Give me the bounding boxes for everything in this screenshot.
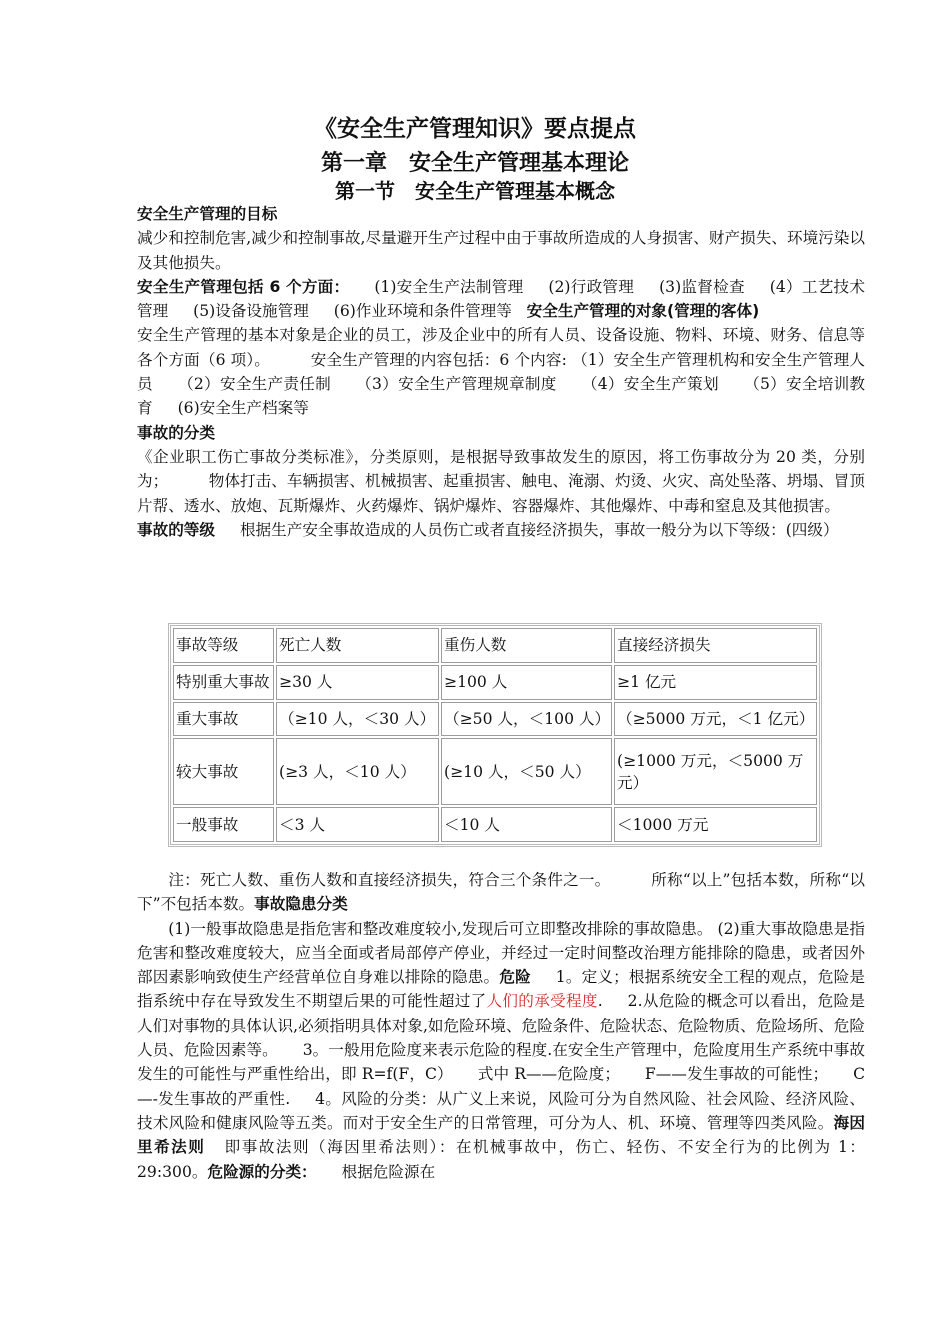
object-paragraph: [137, 323, 865, 420]
table-row: [173, 702, 817, 737]
table-cell: （≥5000 万元，＜1 亿元）: [614, 702, 817, 737]
content-item: （3）安全生产管理规章制度: [355, 375, 557, 394]
document-title: 《安全生产管理知识》要点提点: [314, 116, 636, 142]
table-cell: 一般事故: [173, 807, 274, 842]
body-upper: [137, 202, 865, 542]
goal-paragraph: [137, 202, 865, 275]
table-cell: ＜3 人: [276, 807, 439, 842]
source-text: 根据危险源在: [341, 1162, 436, 1181]
formula-f: F——发生事故的可能性；: [644, 1065, 829, 1084]
aspect-item: (3)监督检查: [659, 277, 745, 296]
classification-paragraph: [137, 421, 865, 542]
aspect-item: (4）工艺技术管理: [137, 277, 866, 321]
formula-r: 式中 R——危险度；: [477, 1065, 620, 1084]
classification-heading: 事故的分类: [137, 423, 215, 442]
content-item: （2）安全生产责任制: [177, 375, 331, 394]
source-heading: 危险源的分类：: [207, 1162, 317, 1181]
table-row: [173, 665, 817, 700]
formula-c: C—-发生事故的严重性.: [137, 1065, 865, 1108]
table-cell: ≥1 亿元: [614, 665, 817, 700]
chapter-title: 第一章 安全生产管理基本理论: [320, 151, 629, 176]
danger-heading: 危险: [499, 968, 531, 987]
hazard-item: (2)重大事故隐患是指危害和整改难度较大，应当全面或者局部停产停业，并经过一定时间整改治理方能排除的隐患，或者因外部因素影响致使生产经营单位自身难以排除的隐患。: [137, 919, 865, 987]
table-cell: 特别重大事故: [173, 665, 274, 700]
goal-text: 减少和控制危害,减少和控制事故,尽量避开生产过程中由于事故所造成的人身损害、财产损失、环境污染以及其他损失。: [137, 229, 865, 272]
danger-point-4: 4。风险的分类：从广义上来说，风险可分为自然风险、社会风险、经济风险、技术风险和健康风险等五类。而对于安全生产的日常管理，可分为人、机、环境、管理等四类风险。: [137, 1089, 866, 1132]
table-header-row: [173, 628, 817, 663]
hazard-heading: 事故隐患分类: [254, 895, 348, 914]
risk-formula: R=f(F，C）: [361, 1065, 453, 1084]
classification-list: 物体打击、车辆损害、机械损害、起重损害、触电、淹溺、灼烫、火灾、高处坠落、坍塌、冒顶片帮、透水、放炮、瓦斯爆炸、火药爆炸、锅炉爆炸、容器爆炸、其他爆炸、中毒和窒息及其他损害。: [137, 472, 865, 515]
note-paragraph: [137, 868, 865, 917]
object-heading: 安全生产管理的对象(管理的客体): [526, 302, 760, 321]
table-cell: ＜1000 万元: [614, 807, 817, 842]
highlight-text: 人们的承受程度: [486, 992, 598, 1011]
table-header-cell: 重伤人数: [441, 628, 612, 663]
danger-definition-end: .: [597, 992, 603, 1011]
aspects-paragraph: [137, 275, 865, 324]
hazard-paragraph: [137, 917, 865, 1184]
hazard-item: (1)一般事故隐患是指危害和整改难度较小,发现后可立即整改排除的事故隐患。: [168, 919, 713, 938]
table-cell: (≥1000 万元，＜5000 万元）: [614, 738, 817, 805]
grade-heading: 事故的等级: [137, 520, 215, 539]
aspect-item: (1)安全生产法制管理: [374, 277, 524, 296]
content-item: (6)安全生产档案等: [177, 399, 309, 418]
aspect-item: (5)设备设施管理: [193, 302, 309, 321]
table-cell: （≥10 人，＜30 人）: [276, 702, 439, 737]
table-cell: 较大事故: [173, 738, 274, 805]
aspects-heading: 安全生产管理包括 6 个方面：: [137, 277, 350, 296]
table-cell: 重大事故: [173, 702, 274, 737]
object-text: 安全生产管理的基本对象是企业的员工，涉及企业中的所有人员、设备设施、物料、环境、财务、信息等各个方面（6 项）。: [137, 326, 865, 369]
note-text-2: 所称“以上”包括本数，所称“以下”不包括本数。: [137, 871, 865, 914]
table-row: [173, 807, 817, 842]
section-title: 第一节 安全生产管理基本概念: [335, 179, 615, 203]
content-intro: 安全生产管理的内容包括：6 个内容:: [310, 350, 567, 369]
content-item: （1）安全生产管理机构和安全生产管理人员: [137, 350, 865, 394]
table-header-cell: 直接经济损失: [614, 628, 817, 663]
table-row: [173, 738, 817, 805]
accident-grade-table: [168, 623, 822, 847]
aspect-item: (2)行政管理: [548, 277, 635, 296]
classification-text: 《企业职工伤亡事故分类标准》，分类原则，是根据导致事故发生的原因，将工伤事故分为 20 类，分别为；: [137, 447, 865, 491]
danger-point-2: 2.从危险的概念可以看出，危险是人们对事物的具体认识,必须指明具体对象,如危险环境、危险条件、危险状态、危险物质、危险场所、危险人员、危险因素等。: [137, 992, 865, 1060]
table-cell: （≥50 人，＜100 人）: [441, 702, 612, 737]
body-lower: [137, 868, 865, 1184]
goal-heading: 安全生产管理的目标: [137, 205, 278, 223]
table-cell: ＜10 人: [441, 807, 612, 842]
grade-text: 根据生产安全事故造成的人员伤亡或者直接经济损失，事故一般分为以下等级：(四级）: [239, 520, 839, 539]
danger-definition: 1。定义；根据系统安全工程的观点，危险是指系统中存在导致发生不期望后果的可能性超过了: [137, 968, 865, 1011]
content-item: （4）安全生产策划: [581, 375, 719, 394]
content-item: （5）安全培训教育: [137, 375, 866, 418]
table-cell: ≥100 人: [441, 665, 612, 700]
table-header-cell: 事故等级: [173, 628, 274, 663]
table-cell: (≥10 人，＜50 人）: [441, 738, 612, 805]
heinrich-text: 即事故法则（海因里希法则）：在机械事故中，伤亡、轻伤、不安全行为的比例为 1：29:300。: [137, 1138, 865, 1181]
danger-point-3: 3。一般用危险度来表示危险的程度.在安全生产管理中，危险度用生产系统中事故发生的可能性与严重性给出，即: [137, 1041, 865, 1084]
table-header-cell: 死亡人数: [276, 628, 439, 663]
table-cell: (≥3 人，＜10 人）: [276, 738, 439, 805]
table-cell: ≥30 人: [276, 665, 439, 700]
heinrich-heading: 海因里希法则: [137, 1113, 865, 1157]
note-text: 注：死亡人数、重伤人数和直接经济损失，符合三个条件之一。: [168, 871, 611, 889]
aspect-item: (6)作业环境和条件管理等: [333, 302, 512, 321]
